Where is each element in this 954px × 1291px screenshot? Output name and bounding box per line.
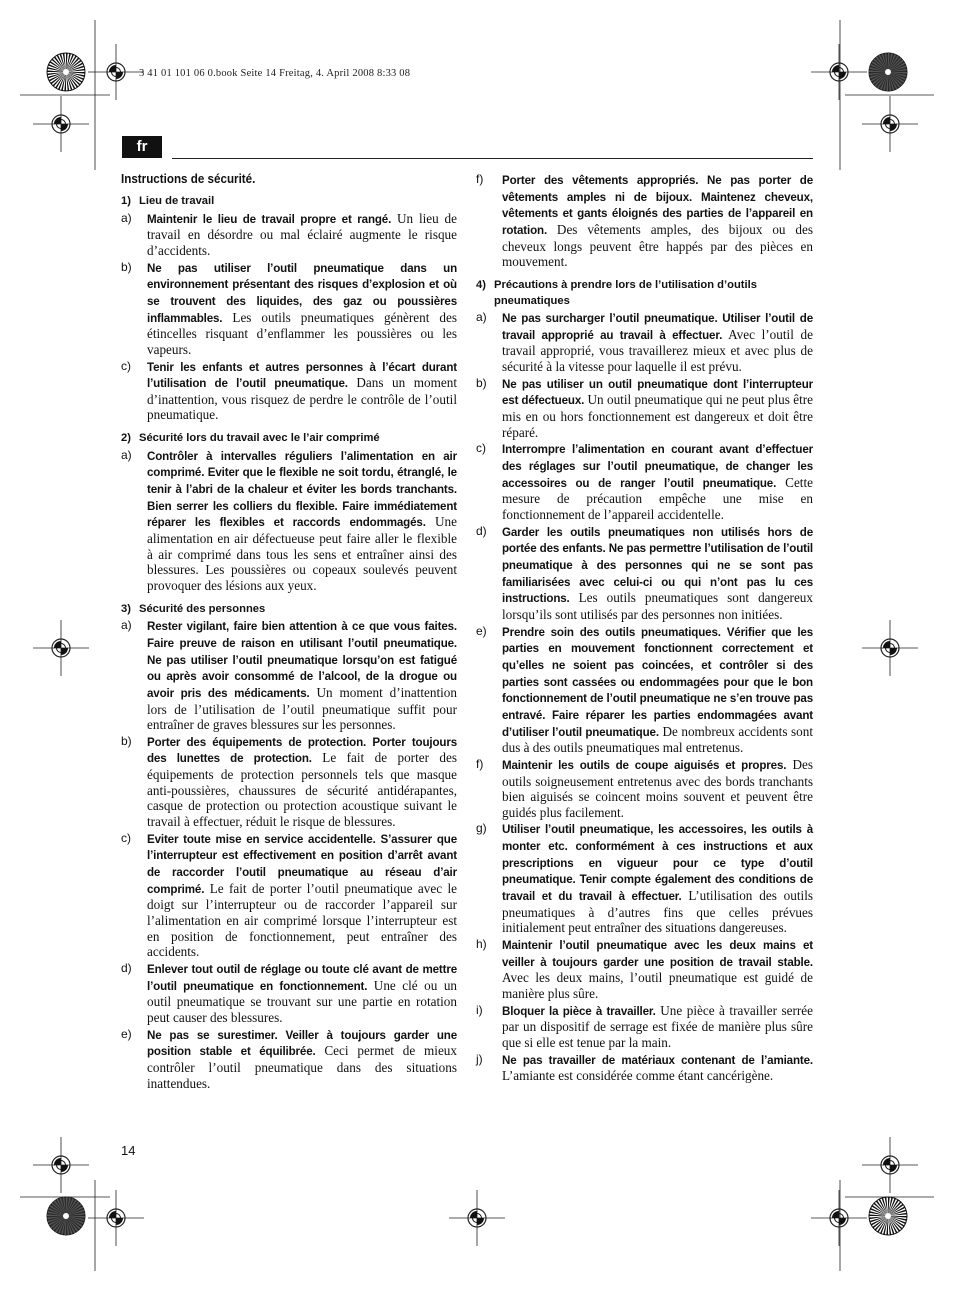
registration-wheel-icon bbox=[869, 1197, 907, 1235]
crosshair-target-icon bbox=[33, 1137, 89, 1193]
list-item: e) Prendre soin des outils pneumatiques. Vérifier que les parties en mouvement fonctionnent correctement et qu’elles ne soient pas coincées, et contrôler si des parties sont cassées ou endommagées pour que le bon fonctionnement de l’outil pneumatique ne s’en trouve pas entravé. Faire réparer les parties endommagées avant d’utiliser l’outil pneumatique. De nombreux accidents sont dus à des outils pneumatiques mal entretenus. bbox=[476, 623, 813, 756]
list-item: b) Porter des équipements de protection. Porter toujours des lunettes de protection. Le fait de porter des équipements de protection personnels tels que masque anti-poussières, chaussures de sécurité antidérapantes, casque de protection ou protection acoustique suivant le travail à effectuer, réduit le risque de blessures. bbox=[121, 733, 457, 830]
crosshair-target-icon bbox=[33, 96, 89, 152]
crosshair-target-icon bbox=[811, 1190, 867, 1246]
crosshair-target-icon bbox=[862, 96, 918, 152]
list-item: c) Interrompre l’alimentation en courant avant d’effectuer des réglages sur l’outil pneumatique, de changer les accessoires ou de ranger l’outil pneumatique. Cette mesure de précaution empêche une mise en fonctionnement de l’appareil accidentelle. bbox=[476, 441, 813, 522]
list-item: f) Porter des vêtements appropriés. Ne pas porter de vêtements amples ni de bijoux. Maintenez cheveux, vêtements et gants éloignés des parties de l’appareil en rotation. Des vêtements amples, des bijoux ou des cheveux longs peuvent être happés par des pièces en mouvement. bbox=[476, 172, 813, 270]
subsection-heading-2: 2) Sécurité lors du travail avec le l’air comprimé bbox=[121, 432, 380, 445]
print-file-info: 3 41 01 101 06 0.book Seite 14 Freitag, 4. April 2008 8:33 08 bbox=[139, 68, 411, 79]
list-item: f) Maintenir les outils de coupe aiguisés et propres. Des outils soigneusement entretenus avec des bords tranchants bien aiguisés se coincent moins souvent et peuvent être guidés plus facilement. bbox=[476, 756, 813, 820]
list-item: e) Ne pas se surestimer. Veiller à toujours garder une position stable et équilibrée. Ceci permet de mieux contrôler l’outil pneumatique dans des situations inattendues. bbox=[121, 1026, 457, 1091]
crosshair-target-icon bbox=[33, 620, 89, 676]
list-item: d) Garder les outils pneumatiques non utilisés hors de portée des enfants. Ne pas permettre l’utilisation de l’outil pneumatique à des personnes qui ne se sont pas familiarisées avec celui-ci ou qui n’ont pas lu ces instructions. Les outils pneumatiques sont dangereux lorsqu’ils sont utilisés par des personnes non initiées. bbox=[476, 523, 813, 622]
list-item: g) Utiliser l’outil pneumatique, les accessoires, les outils à monter etc. conformément à ces instructions et aux prescriptions en vigueur pour ce type d’outil pneumatique. Tenir compte également des conditions de travail et du travail à effectuer. L’utilisation des outils pneumatiques à d’autres fins que celles prévues initialement peut entraîner des situations dangereuses. bbox=[476, 821, 813, 936]
crosshair-target-icon bbox=[449, 1190, 505, 1246]
page-number: 14 bbox=[121, 1143, 136, 1158]
registration-wheel-icon bbox=[47, 1197, 85, 1235]
list-item: i) Bloquer la pièce à travailler. Une pièce à travailler serrée par un dispositif de serrage est fixée de manière plus sûre que si elle est tenue par la main. bbox=[476, 1002, 813, 1050]
list-item: b) Ne pas utiliser l’outil pneumatique dans un environnement présentant des risques d’explosion et où se trouvent des liquides, des gaz ou poussières inflammables. Les outils pneumatiques génèrent des étincelles risquant d’enflammer les poussières ou les vapeurs. bbox=[121, 259, 457, 357]
header-rule bbox=[172, 158, 813, 159]
list-item: c) Eviter toute mise en service accidentelle. S’assurer que l’interrupteur est effectivement en position d’arrêt avant de raccorder l’outil pneumatique au réseau d’air comprimé. Le fait de porter l’outil pneumatique avec le doigt sur l’interrupteur ou de raccorder l’appareil sur l’alimentation en air comprimé lorsque l’interrupteur est en position de fonctionnement, peut entraîner des accidents. bbox=[121, 830, 457, 960]
subsection-heading-4: 4) Précautions à prendre lors de l’utilisation d’outils pneumatiques bbox=[476, 278, 757, 307]
list-item: b) Ne pas utiliser un outil pneumatique dont l’interrupteur est défectueux. Un outil pneumatique qui ne peut plus être mis en ou hors fonctionnement est dangereux et doit être réparé. bbox=[476, 375, 814, 440]
crosshair-target-icon bbox=[811, 44, 867, 100]
list-item: a) Ne pas surcharger l’outil pneumatique. Utiliser l’outil de travail approprié au travail à effectuer. Avec l’outil de travail approprié, vous travaillerez mieux et avec plus de sécurité à la vitesse pour laquelle il est prévu. bbox=[476, 310, 813, 375]
crosshair-target-icon bbox=[862, 620, 918, 676]
left-column bbox=[121, 172, 457, 1092]
list-item: h) Maintenir l’outil pneumatique avec les deux mains et veiller à toujours garder une position de travail stable. Avec les deux mains, l’outil pneumatique est guidé de manière plus sûre. bbox=[476, 937, 813, 1002]
list-item: j) Ne pas travailler de matériaux contenant de l’amiante. L’amiante est considérée comme étant cancérigène. bbox=[476, 1051, 813, 1084]
right-column bbox=[476, 172, 813, 1085]
crosshair-target-icon bbox=[88, 44, 144, 100]
list-item: d) Enlever tout outil de réglage ou toute clé avant de mettre l’outil pneumatique en fonctionnement. Une clé ou un outil pneumatique se trouvant sur une partie en rotation peut causer des blessures. bbox=[121, 961, 458, 1025]
list-item: a) Rester vigilant, faire bien attention à ce que vous faites. Faire preuve de raison en utilisant l’outil pneumatique. Ne pas utiliser l’outil pneumatique lorsqu’on est fatigué ou après avoir consommé de l’alcool, de la drogue ou avoir pris des médicaments. Un moment d’inattention lors de l’utilisation de l’outil pneumatique suffit pour entraîner de graves blessures sur les personnes. bbox=[121, 618, 457, 733]
list-item: a) Maintenir le lieu de travail propre et rangé. Un lieu de travail en désordre ou mal éclairé augmente le risque d’accidents. bbox=[121, 210, 458, 258]
registration-wheel-icon bbox=[47, 53, 85, 91]
list-item: c) Tenir les enfants et autres personnes à l’écart durant l’utilisation de l’outil pneumatique. Dans un moment d’inattention, vous risquez de perdre le contrôle de l’outil pneumatique. bbox=[121, 358, 458, 423]
registration-wheel-icon bbox=[869, 53, 907, 91]
section-title: Instructions de sécurité. bbox=[121, 172, 256, 186]
crosshair-target-icon bbox=[862, 1137, 918, 1193]
crosshair-target-icon bbox=[88, 1190, 144, 1246]
subsection-heading-3: 3) Sécurité des personnes bbox=[121, 602, 266, 615]
list-item: a) Contrôler à intervalles réguliers l’alimentation en air comprimé. Eviter que le flexible ne soit tordu, étranglé, le tenir à l’abri de la chaleur et éviter les bords tranchants. Bien serrer les colliers du flexible. Faire immédiatement réparer les flexibles et raccords endommagés. Une alimentation en air défectueuse peut faire aller le flexible à air comprimé dans tous les sens et entraîner ainsi des blessures. Les poussières ou copeaux soulevés peuvent provoquer des lésions aux yeux. bbox=[121, 447, 457, 593]
subsection-heading-1: 1) Lieu de travail bbox=[121, 195, 215, 207]
language-tab: fr bbox=[122, 136, 162, 158]
